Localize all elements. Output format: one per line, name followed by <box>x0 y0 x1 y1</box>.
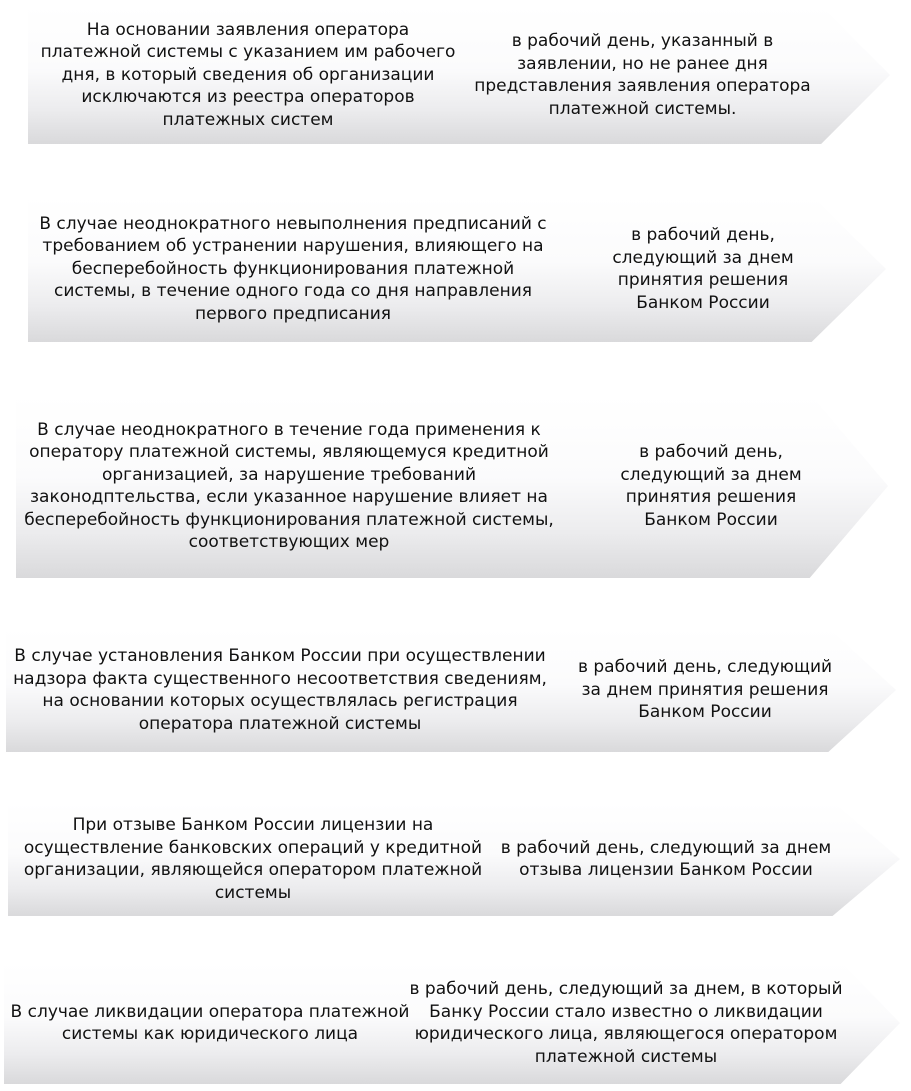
diagram-row-2 <box>0 196 911 342</box>
deadline-text: в рабочий день, следующий за днем, в который Банку России стало известно о ликвидации юридического лица, являющегося оператором платежной системы <box>409 979 843 1067</box>
condition-text: При отзыве Банком России лицензии на осуществление банковских операций у кредитной организации, являющейся оператором платежной системы <box>23 815 483 903</box>
diagram-row-1 <box>0 6 911 144</box>
condition-text: В случае неоднократного невыполнения предписаний с требованием об устранении нарушения, влияющего на бесперебойность функционирования платежной системы, в течение одного года со дня направления первого предписания <box>39 213 547 324</box>
diagram-row-5 <box>0 802 911 916</box>
condition-text: В случае ликвидации оператора платежной системы как юридического лица <box>10 1001 410 1044</box>
condition-text: На основании заявления оператора платежной системы с указанием им рабочего дня, в который сведения об организации исключаются из реестра операторов платежных систем <box>40 19 456 130</box>
deadline-text: в рабочий день, указанный в заявлении, но не ранее дня представления заявления оператора платежной системы. <box>474 31 811 119</box>
deadline-text: в рабочий день, следующий за днем принятия решения Банком России <box>577 657 833 723</box>
deadline-text: в рабочий день, следующий за днем принятия решения Банком России <box>612 225 794 313</box>
diagram-row-6 <box>0 962 911 1084</box>
deadline-text: в рабочий день, следующий за днем принятия решения Банком России <box>620 442 802 530</box>
condition-text: В случае неоднократного в течение года применения к оператору платежной системы, являющемуся кредитной организацией, за нарушение требований законодптельства, если указанное нарушение влияет на бесперебойность функционирования платежной системы, соответствующих мер <box>24 419 554 552</box>
condition-text: В случае установления Банком России при осуществлении надзора факта существенного несоответствия сведениям, на основании которых осуществлялась регистрация оператора платежной системы <box>13 646 547 734</box>
diagram-row-4 <box>0 628 911 752</box>
diagram-row-3 <box>0 394 911 578</box>
deadline-text: в рабочий день, следующий за днем отзыва лицензии Банком России <box>500 837 832 880</box>
